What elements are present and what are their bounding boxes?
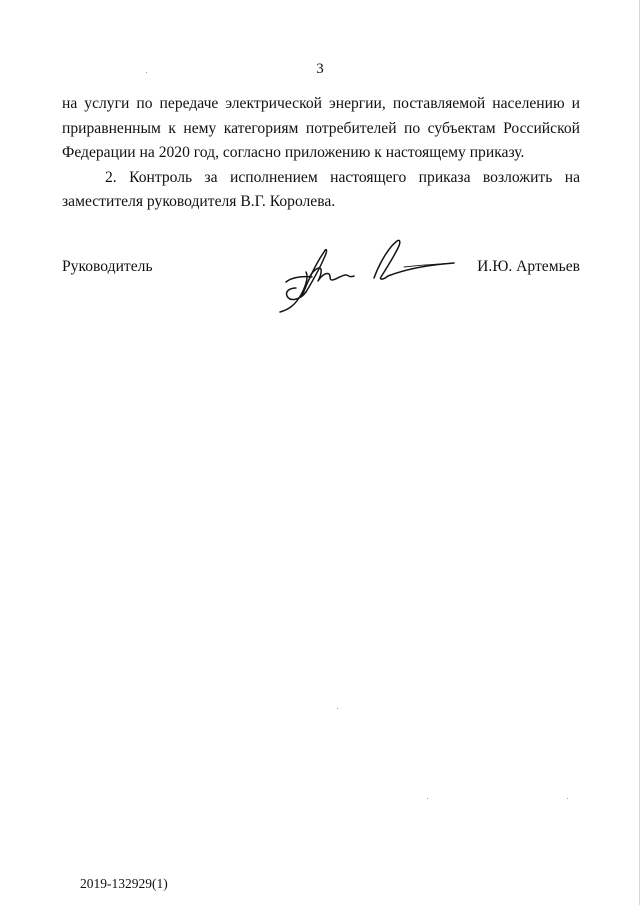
signer-name: И.Ю. Артемьев xyxy=(477,258,580,275)
scan-speck xyxy=(427,798,428,799)
page-number: 3 xyxy=(316,61,324,77)
paragraph-control-clause: 2. Контроль за исполнением настоящего приказа возложить на заместителя руководителя В.Г. Королева. xyxy=(62,168,580,210)
handwritten-signature xyxy=(276,236,460,314)
paragraph-continuation: на услуги по передаче электрической энергии, поставляемой населению и приравненным к нему категориям потребителей по субъектам Российской Федерации на 2020 год, согласно приложению к настоящему приказу. xyxy=(62,95,580,161)
scan-speck xyxy=(146,72,147,73)
scan-speck xyxy=(337,708,338,709)
document-body xyxy=(62,92,580,215)
scan-speck xyxy=(567,798,568,799)
document-registration-number: 2019-132929(1) xyxy=(80,876,168,891)
signer-title: Руководитель xyxy=(62,258,153,275)
